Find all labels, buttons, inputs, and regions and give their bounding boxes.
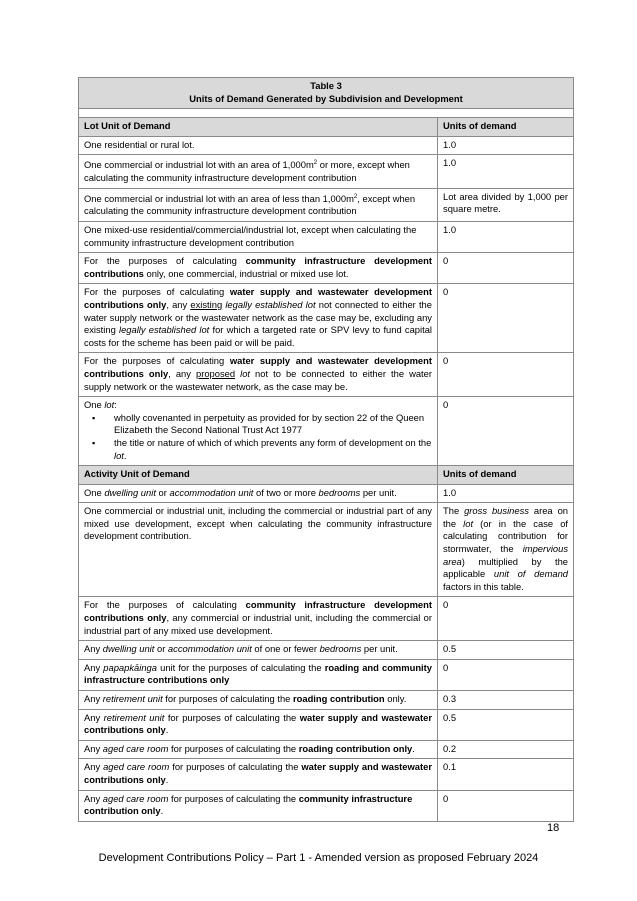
row-description: Any dwelling unit or accommodation unit of one or fewer bedrooms per unit. <box>79 641 438 660</box>
table-caption-row <box>79 78 574 109</box>
row-description: Any papapkāinga unit for the purposes of calculating the roading and community infrastructure contributions only <box>79 659 438 690</box>
row-value: 1.0 <box>438 484 574 503</box>
units-of-demand-table <box>78 77 574 822</box>
table-row <box>79 691 574 710</box>
row-value: 1.0 <box>438 155 574 188</box>
list-item: ▪ wholly covenanted in perpetuity as provided for by section 22 of the Queen Elizabeth the Second National Trust Act 1977 <box>84 412 432 437</box>
row-description: One residential or rural lot. <box>79 136 438 155</box>
table-row <box>79 790 574 821</box>
page-number: 18 <box>547 822 560 834</box>
row-description: Any aged care room for purposes of calculating the community infrastructure contribution only. <box>79 790 438 821</box>
table-row <box>79 188 574 221</box>
table-caption <box>79 78 574 109</box>
row-description: One commercial or industrial lot with an area of less than $1,000m^2$, except when calculating the community infrastructure development contribution <box>79 188 438 221</box>
row-description: For the purposes of calculating community infrastructure development contributions only, any commercial or industrial unit, including the commercial or industrial part of any mixed use development. <box>79 597 438 641</box>
row-value: 1.0 <box>438 222 574 253</box>
table-row <box>79 503 574 597</box>
row-value: 0.1 <box>438 759 574 790</box>
row-value: 0 <box>438 397 574 466</box>
lot-units-header: Units of demand <box>438 118 574 137</box>
page-footer: Development Contributions Policy – Part 1 - Amended version as proposed February 2024 <box>98 852 539 864</box>
row-description: Any aged care room for purposes of calculating the roading contribution only. <box>79 740 438 759</box>
row-description: One lot: ▪ wholly covenanted in perpetuity as provided for by section 22 of the Queen Elizabeth the Second National Trust Act 1977 ▪ the title or nature of which of which prevents any form of development on the lot. <box>79 397 438 466</box>
table-row <box>79 253 574 284</box>
row-description: Any retirement unit for purposes of calculating the water supply and wastewater contributions only. <box>79 709 438 740</box>
row-value: 0 <box>438 790 574 821</box>
row-value: 0 <box>438 659 574 690</box>
row-description: For the purposes of calculating water supply and wastewater development contributions only, any proposed lot not to be connected to either the water supply network or the wastewater network, as the case may be. <box>79 353 438 397</box>
row-description: One commercial or industrial lot with an area of $1,000m^2$ or more, except when calculating the community infrastructure development contribution <box>79 155 438 188</box>
row-value: Lot area divided by 1,000 per square metre. <box>438 188 574 221</box>
row-description: Any retirement unit for purposes of calculating the roading contribution only. <box>79 691 438 710</box>
table-row <box>79 759 574 790</box>
table-row <box>79 284 574 353</box>
lot-unit-header: Lot Unit of Demand <box>79 118 438 137</box>
activity-units-header: Units of demand <box>438 466 574 485</box>
table-row <box>79 659 574 690</box>
row-value: 0.3 <box>438 691 574 710</box>
activity-unit-header: Activity Unit of Demand <box>79 466 438 485</box>
row-value: The gross business area on the lot (or in the case of calculating contribution for stormwater, the impervious area) multiplied by the applicable unit of demand factors in this table. <box>438 503 574 597</box>
row-description: One dwelling unit or accommodation unit of two or more bedrooms per unit. <box>79 484 438 503</box>
row-value: 0 <box>438 284 574 353</box>
row-value: 0 <box>438 597 574 641</box>
table-title: Units of Demand Generated by Subdivision and Development <box>189 92 463 104</box>
table-number: Table 3 <box>310 80 342 91</box>
activity-section-header <box>79 466 574 485</box>
table-row <box>79 222 574 253</box>
list-item: ▪ the title or nature of which of which prevents any form of development on the lot. <box>84 437 432 462</box>
row-value: 0 <box>438 253 574 284</box>
table-row <box>79 136 574 155</box>
row-value: 0.2 <box>438 740 574 759</box>
row-value: 0.5 <box>438 709 574 740</box>
row-description: For the purposes of calculating water supply and wastewater development contributions only, any existing legally established lot not connected to either the water supply network or the wastewater network as the case may be, excluding any existing legally established lot for which a targeted rate or SPV levy to fund capital costs for the scheme has been paid or will be paid. <box>79 284 438 353</box>
table-row <box>79 353 574 397</box>
row-value: 1.0 <box>438 136 574 155</box>
row-value: 0 <box>438 353 574 397</box>
bullet-list <box>84 412 432 462</box>
table-row <box>79 597 574 641</box>
row-description: One mixed-use residential/commercial/industrial lot, except when calculating the community infrastructure development contribution <box>79 222 438 253</box>
row-value: 0.5 <box>438 641 574 660</box>
row-description: One commercial or industrial unit, including the commercial or industrial part of any mixed use development, except when calculating the community infrastructure development contribution. <box>79 503 438 597</box>
table-row <box>79 484 574 503</box>
table-row <box>79 709 574 740</box>
table-row <box>79 641 574 660</box>
table-row <box>79 155 574 188</box>
table-row <box>79 397 574 466</box>
table-spacer <box>79 109 574 118</box>
table-row <box>79 740 574 759</box>
lot-section-header <box>79 118 574 137</box>
row-description: Any aged care room for purposes of calculating the water supply and wastewater contributions only. <box>79 759 438 790</box>
row-description: For the purposes of calculating community infrastructure development contributions only, one commercial, industrial or mixed use lot. <box>79 253 438 284</box>
